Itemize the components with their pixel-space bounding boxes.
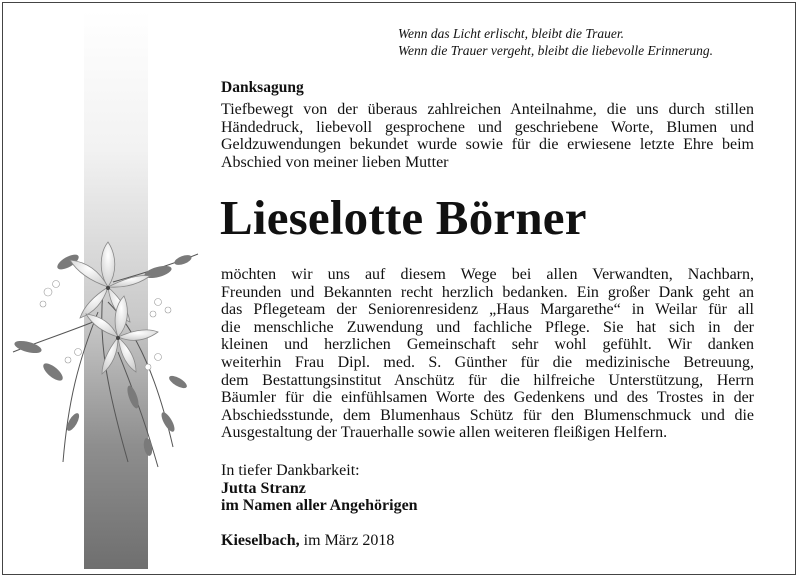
thanks-paragraph [221, 266, 754, 442]
closing-text: In tiefer Dankbarkeit: [221, 462, 360, 479]
intro-paragraph [221, 101, 754, 171]
text-line: Ausgestaltung der Trauerhalle sowie allen weiteren fleißigen Helfern. [221, 424, 668, 442]
text-line: Tiefbewegt von der überaus zahlreichen Anteilnahme, die uns durch stillen [221, 101, 754, 118]
text-line: Freunden und Bekannten recht herzlich bedanken. Ein großer Dank geht an [221, 283, 754, 301]
signer-name: Jutta Stranz [221, 479, 306, 497]
text-line: Händedruck, liebevoll gesprochene und geschriebene Worte, Blumen und [221, 118, 754, 136]
signature-block [221, 462, 418, 515]
place-date [221, 532, 394, 550]
text-line: Bäumler für die einfühlsamen Worte des Gedenkens und des Trostes in der [221, 389, 754, 407]
text-line: Abschied von meiner lieben Mutter [221, 153, 449, 171]
text-line: kleinen und herzlichen Gemeinschaft sehr wohl gefühlt. Wir danken [221, 336, 754, 354]
notice-date: im März 2018 [303, 532, 395, 549]
text-line: das Pflegeteam der Seniorenresidenz „Haus Margarethe“ in Weilar für all [221, 301, 754, 319]
place-name: Kieselbach, [221, 532, 300, 549]
deceased-name: Lieselotte Börner [220, 190, 587, 245]
text-line: dem Bestattungsinstitut Anschütz für die hilfreiche Unterstützung, Herrn [221, 371, 754, 389]
text-line: weiterhin Frau Dipl. med. S. Günther für die medizinische Betreuung, [221, 353, 754, 371]
motto-quote [398, 25, 793, 59]
motto-line: Wenn die Trauer vergeht, bleibt die liebevolle Erinnerung. [398, 43, 714, 58]
text-line: die menschliche Zuwendung und fachliche Pflege. Sie hat sich in der [221, 318, 754, 336]
signer-relation: im Namen aller Angehörigen [221, 497, 418, 515]
lily-bouquet-icon [8, 232, 208, 472]
text-line: Abschiedsstunde, dem Blumenhaus Schütz für den Blumenschmuck und die [221, 406, 754, 424]
notice-heading: Danksagung [221, 79, 304, 96]
text-line: Geldzuwendungen bekundet wurde sowie für die erwiesene letzte Ehre beim [221, 136, 754, 154]
text-line: möchten wir uns auf diesem Wege bei allen Verwandten, Nachbarn, [221, 266, 754, 283]
motto-line: Wenn das Licht erlischt, bleibt die Trauer. [398, 26, 624, 41]
